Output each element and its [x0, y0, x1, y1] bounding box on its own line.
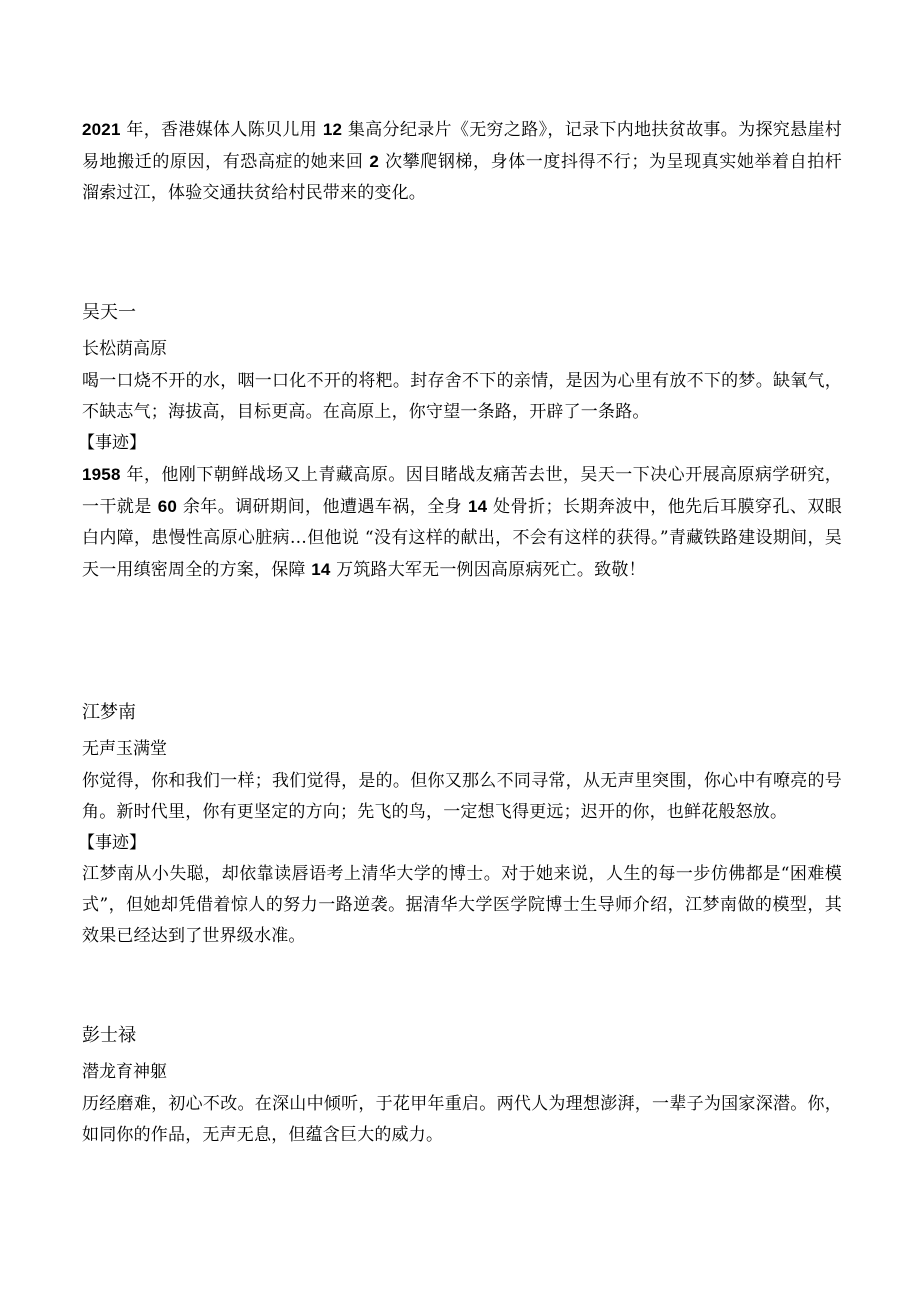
award-title: 无声玉满堂 [82, 739, 167, 759]
person-section-2 [78, 698, 842, 952]
person-name: 吴天一 [82, 302, 136, 323]
citation-paragraph: 历经磨难，初心不改。在深山中倾听，于花甲年重启。两代人为理想澎湃，一辈子为国家深潜。你，如同你的作品，无声无息，但蕴含巨大的威力。 [82, 1094, 842, 1145]
deed-number-1: 60 [157, 497, 177, 516]
deed-year: 1958 [82, 465, 121, 484]
person-name: 彭士禄 [82, 1025, 136, 1046]
award-title: 潜龙育神躯 [82, 1062, 167, 1082]
intro-number-2: 2 [369, 152, 380, 171]
deed-paragraph: 江梦南从小失聪，却依靠读唇语考上清华大学的博士。对于她来说，人生的每一步仿佛都是“困难模式”，但她却凭借着惊人的努力一路逆袭。据清华大学医学院博士生导师介绍，江梦南做的模型，其效果已经达到了世界级水准。 [82, 864, 842, 946]
deed-paragraph [82, 459, 842, 586]
deed-text-2: 余年。调研期间，他遭遇车祸，全身 [177, 497, 468, 517]
deed-number-2: 14 [468, 497, 488, 516]
deed-label: 【事迹】 [78, 433, 146, 453]
deed-number-3: 14 [311, 560, 331, 579]
person-name: 江梦南 [82, 702, 136, 723]
deed-label: 【事迹】 [78, 833, 146, 853]
intro-year: 2021 [82, 120, 121, 139]
intro-text-1: 年，香港媒体人陈贝儿用 [120, 120, 323, 140]
deed-text-3: 处骨折；长期奔波中，他先后耳膜穿孔、双眼白内障，患慢性高原心脏病…但他说 “没有这样的献出，不会有这样的获得。”青藏铁路建设期间，吴天一用缜密周全的方案，保障 [82, 497, 843, 580]
person-section-3 [82, 1021, 842, 1151]
intro-text-3: 次攀爬钢梯，身体一度抖得不行；为呈现真实她举着自拍杆溜索过江，体验交通扶贫给村民带来的变化。 [82, 152, 842, 203]
deed-text-1: 年，他刚下朝鲜战场又上青藏高原。因目睹战友痛苦去世，吴天一下决心开展高原病学研究，一干就是 [82, 465, 842, 517]
intro-number-1: 12 [322, 120, 343, 139]
deed-text-4: 万筑路大军无一例因高原病死亡。致敬！ [330, 560, 646, 580]
citation-paragraph: 你觉得，你和我们一样；我们觉得，是的。但你又那么不同寻常，从无声里突围，你心中有嘹亮的号角。新时代里，你有更坚定的方向；先飞的鸟，一定想飞得更远；迟开的你，也鲜花般怒放。 [82, 771, 842, 822]
person-section-1 [78, 298, 843, 586]
intro-text-2: 集高分纪录片《无穷之路》，记录下内地扶贫故事。为探究悬崖村易地搬迁的原因，有恐高症的她来回 [82, 120, 842, 172]
citation-paragraph: 喝一口烧不开的水，咽一口化不开的将粑。封存舍不下的亲情，是因为心里有放不下的梦。缺氧气，不缺志气；海拔高，目标更高。在高原上，你守望一条路，开辟了一条路。 [82, 371, 842, 422]
award-title: 长松荫高原 [82, 339, 167, 359]
intro-section [82, 114, 842, 209]
intro-paragraph [82, 114, 842, 209]
